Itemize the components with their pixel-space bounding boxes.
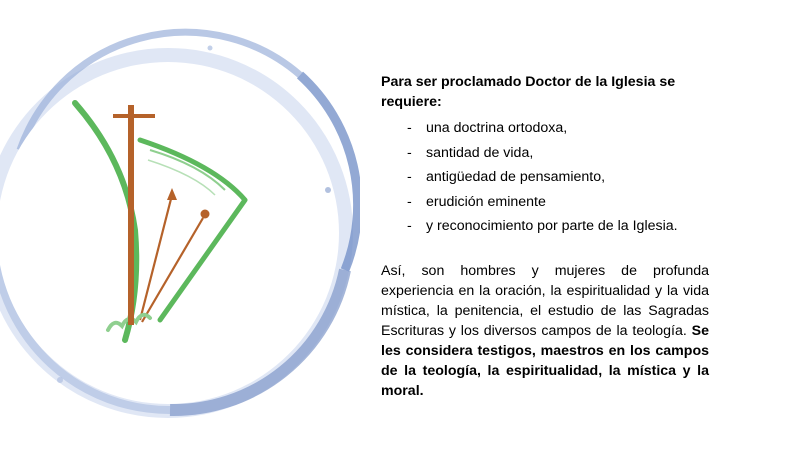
body-paragraph [381,261,709,401]
text-content [381,72,709,401]
logo-illustration [0,0,360,449]
bullet-dash: - [407,193,412,210]
list-item [381,190,709,215]
bullet-dash: - [407,218,412,234]
paragraph-text: Así, son hombres y mujeres de profunda experiencia en la oración, la espiritualidad y la vida mística, la penitencia, el estudio de las Sagradas Escrituras y los diversos campos de la teología. [381,262,709,339]
list-item-text: una doctrina ortodoxa, [426,120,568,136]
requirements-list [381,116,709,239]
list-item-text: antigüedad de pensamiento, [426,169,606,185]
list-item [381,214,709,239]
list-item-text: y reconocimiento por parte de la Iglesia. [426,218,678,234]
list-item-text: santidad de vida, [426,144,534,161]
watercolor-ring [0,32,358,410]
bullet-dash: - [407,169,412,185]
bullet-dash: - [407,120,412,136]
list-item [381,165,709,190]
list-item [381,141,709,166]
paragraph-emphasis: Se les considera testigos, maestros en los campos de la teología, la espiritualidad, la mística y la moral. [381,322,709,399]
list-item [381,116,709,141]
heading: Para ser proclamado Doctor de la Iglesia se requiere: [381,74,676,110]
list-item-text: erudición eminente [426,193,546,210]
bullet-dash: - [407,144,412,161]
